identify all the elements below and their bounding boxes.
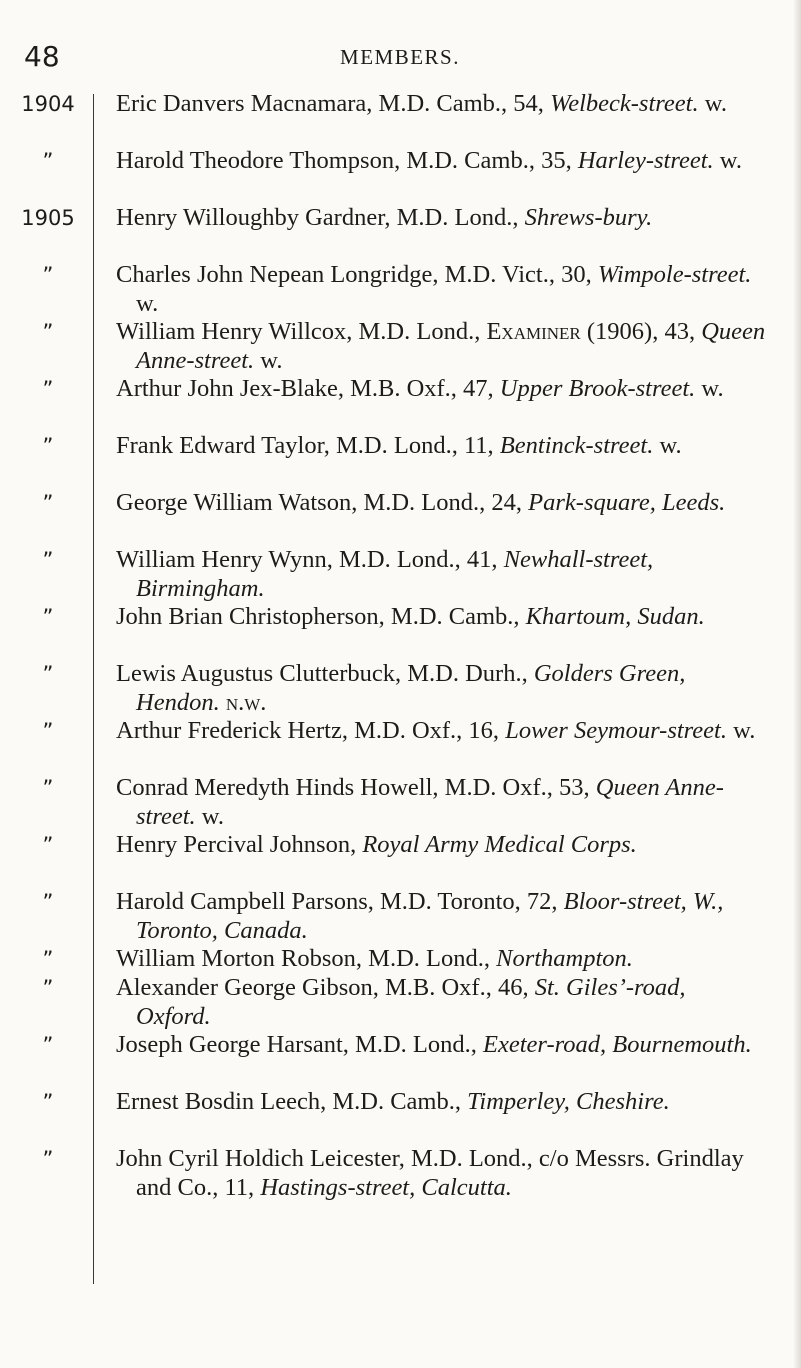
member-district: w. — [713, 147, 743, 174]
election-year: 1904 — [21, 92, 75, 116]
member-address: Bentinck-street. — [499, 432, 654, 459]
member-address: Hastings-street, Calcutta. — [260, 1173, 512, 1201]
member-entry — [116, 546, 766, 603]
member-details: Alexander George Gibson, M.B. Oxf., 46, — [116, 974, 535, 1001]
list-item — [0, 90, 801, 147]
member-district: w. — [698, 90, 727, 117]
list-item — [0, 1145, 801, 1231]
member-address: Lower Seymour-street. — [505, 717, 727, 744]
member-details: Frank Edward Taylor, M.D. Lond., 11, — [116, 432, 500, 459]
member-address: Newhall-street, Birmingham. — [136, 546, 654, 602]
member-entry — [116, 774, 766, 831]
member-address: Golders Green, Hendon. — [136, 660, 686, 716]
ditto-mark: ” — [42, 1147, 54, 1171]
ditto-mark: ” — [42, 833, 54, 857]
member-address: Welbeck-street. — [550, 90, 699, 117]
member-address: Harley-street. — [577, 147, 714, 174]
member-address: Shrews-bury. — [524, 204, 653, 231]
member-details-cont: (1906), 43, — [580, 318, 702, 345]
ditto-mark: ” — [42, 263, 54, 287]
member-entry — [116, 888, 766, 945]
member-entry — [116, 261, 766, 318]
member-details: Harold Theodore Thompson, M.D. Camb., 35, — [116, 147, 578, 174]
member-address: Queen Anne-street. — [136, 318, 766, 374]
ditto-mark: ” — [42, 491, 54, 515]
list-item — [0, 660, 801, 717]
member-entry — [116, 1031, 766, 1060]
member-entry — [116, 375, 766, 404]
member-address: Northampton. — [496, 945, 633, 972]
member-entry — [116, 432, 766, 461]
member-entry — [116, 831, 766, 860]
member-entry — [116, 318, 766, 375]
member-district: n.w. — [219, 688, 267, 716]
member-address: Park-square, Leeds. — [528, 489, 726, 516]
member-address: St. Giles’-road, Oxford. — [136, 974, 686, 1030]
member-address: Timperley, Cheshire. — [467, 1088, 670, 1115]
member-details: John Cyril Holdich Leicester, M.D. Lond., c/o Messrs. Grindlay and Co., 11, — [116, 1145, 744, 1201]
list-item — [0, 432, 801, 489]
member-address: Exeter-road, Bournemouth. — [483, 1031, 752, 1058]
list-item — [0, 831, 801, 888]
ditto-mark: ” — [42, 320, 54, 344]
member-district: w. — [136, 289, 159, 317]
member-address: Wimpole-street. — [597, 261, 752, 288]
member-details: Lewis Augustus Clutterbuck, M.D. Durh., — [116, 660, 534, 687]
member-details: Ernest Bosdin Leech, M.D. Camb., — [116, 1088, 468, 1115]
member-details: William Morton Robson, M.D. Lond., — [116, 945, 497, 972]
ditto-mark: ” — [42, 947, 54, 971]
member-entry — [116, 204, 766, 233]
member-district: w. — [695, 375, 724, 402]
member-details: Henry Percival Johnson, — [116, 831, 363, 858]
examiner-title: Examiner — [486, 318, 581, 345]
ditto-mark: ” — [42, 1033, 54, 1057]
ditto-mark: ” — [42, 548, 54, 572]
member-district: w. — [254, 346, 283, 374]
election-year: 1905 — [21, 206, 75, 230]
list-item — [0, 774, 801, 831]
ditto-mark: ” — [42, 149, 54, 173]
ditto-mark: ” — [42, 776, 54, 800]
member-details: John Brian Christopherson, M.D. Camb., — [116, 603, 526, 630]
member-entry — [116, 660, 766, 717]
ditto-mark: ” — [42, 605, 54, 629]
member-entry — [116, 90, 766, 119]
member-details: Conrad Meredyth Hinds Howell, M.D. Oxf., 53, — [116, 774, 596, 801]
member-district: w. — [726, 717, 756, 744]
list-item — [0, 974, 801, 1031]
list-item — [0, 1031, 801, 1088]
list-item — [0, 603, 801, 660]
member-entry — [116, 974, 766, 1031]
list-item — [0, 261, 801, 318]
member-details: William Henry Wynn, M.D. Lond., 41, — [116, 546, 504, 573]
member-entry — [116, 147, 766, 176]
member-address: Royal Army Medical Corps. — [362, 831, 637, 858]
ditto-mark: ” — [42, 890, 54, 914]
list-item — [0, 375, 801, 432]
member-address: Upper Brook-street. — [499, 375, 696, 402]
member-entry — [116, 717, 766, 746]
list-item — [0, 489, 801, 546]
member-details: Arthur John Jex-Blake, M.B. Oxf., 47, — [116, 375, 500, 402]
member-address: Khartoum, Sudan. — [525, 603, 705, 630]
list-item — [0, 945, 801, 974]
list-item — [0, 888, 801, 945]
list-item — [0, 546, 801, 603]
list-item — [0, 1088, 801, 1145]
ditto-mark: ” — [42, 434, 54, 458]
running-title: MEMBERS. — [340, 45, 460, 69]
member-details: William Henry Willcox, M.D. Lond., — [116, 318, 487, 345]
ditto-mark: ” — [42, 1090, 54, 1114]
page-edge-shadow — [793, 0, 801, 1368]
member-entry — [116, 603, 766, 632]
member-details: Joseph George Harsant, M.D. Lond., — [116, 1031, 483, 1058]
page-number: 48 — [24, 40, 60, 73]
ditto-mark: ” — [42, 976, 54, 1000]
member-list — [0, 90, 801, 1231]
list-item — [0, 204, 801, 261]
list-item — [0, 717, 801, 774]
member-district: w. — [195, 802, 225, 830]
member-entry — [116, 1145, 766, 1202]
member-entry — [116, 489, 766, 518]
member-address: Queen Anne-street. — [136, 774, 724, 830]
list-item — [0, 147, 801, 204]
member-entry — [116, 945, 766, 974]
ditto-mark: ” — [42, 662, 54, 686]
member-address: Bloor-street, W., Toronto, Canada. — [136, 888, 724, 944]
member-district: w. — [653, 432, 682, 459]
member-details: Charles John Nepean Longridge, M.D. Vict., 30, — [116, 261, 598, 288]
ditto-mark: ” — [42, 377, 54, 401]
member-details: Eric Danvers Macnamara, M.D. Camb., 54, — [116, 90, 551, 117]
member-details: Harold Campbell Parsons, M.D. Toronto, 72, — [116, 888, 564, 915]
ditto-mark: ” — [42, 719, 54, 743]
member-entry — [116, 1088, 766, 1117]
member-details: Arthur Frederick Hertz, M.D. Oxf., 16, — [116, 717, 506, 744]
member-details: George William Watson, M.D. Lond., 24, — [116, 489, 529, 516]
member-details: Henry Willoughby Gardner, M.D. Lond., — [116, 204, 525, 231]
list-item — [0, 318, 801, 375]
